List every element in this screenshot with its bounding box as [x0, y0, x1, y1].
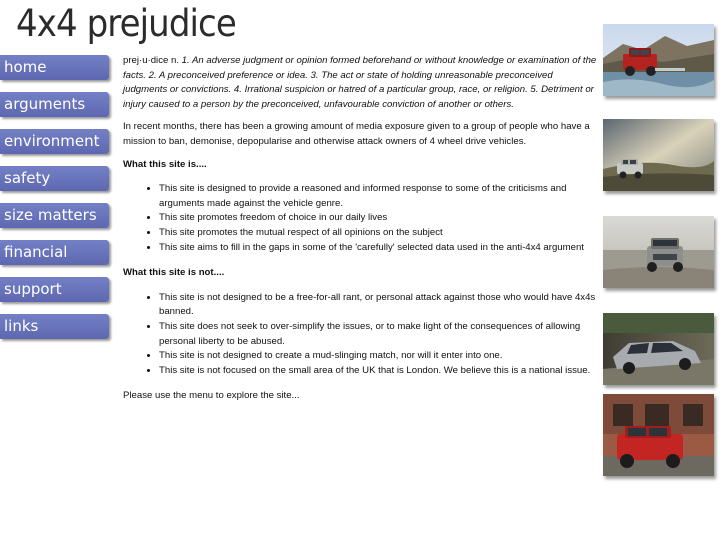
- definition-paragraph: [123, 54, 598, 112]
- list-item: • This site promotes freedom of choice in our daily lives: [159, 211, 598, 226]
- list-item: • This site is not focused on the small area of the UK that is London. We believe this is a national issue.: [159, 364, 598, 379]
- nav-arguments[interactable]: arguments: [0, 92, 109, 117]
- nav-size-matters[interactable]: size matters: [0, 203, 109, 228]
- intro-paragraph: In recent months, there has been a growing amount of media exposure given to a group of people who have a mission to ban, demonise, depopularise and otherwise attack owners of 4 wheel drive vehicles.: [123, 121, 590, 147]
- red-4x4-river-photo: [603, 24, 714, 96]
- nav-environment[interactable]: environment: [0, 129, 109, 154]
- not-list: [123, 291, 598, 379]
- list-item: • This site is not designed to create a mud-slinging match, nor will it enter into one.: [159, 349, 598, 364]
- nav-safety[interactable]: safety: [0, 166, 109, 191]
- main-nav: [0, 55, 112, 351]
- is-list: [123, 182, 598, 255]
- list-item: • This site aims to fill in the gaps in some of the 'carefully' selected data used in the anti-4x4 argument: [159, 241, 598, 256]
- nav-links[interactable]: links: [0, 314, 109, 339]
- is-heading: What this site is....: [123, 158, 207, 170]
- list-item: • This site promotes the mutual respect of all opinions on the subject: [159, 226, 598, 241]
- list-item: • This site is designed to provide a reasoned and informed response to some of the criticisms and arguments made against the vehicle genre.: [159, 182, 598, 211]
- closing-paragraph: Please use the menu to explore the site...: [123, 390, 300, 402]
- definition-text: 1. An adverse judgment or opinion formed beforehand or without knowledge or examination of the facts. 2. A preconceived preference or idea. 3. The act or state of holding unreasonable preconceived judgments or convictions. 4. Irrational suspicion or hatred of a particular group, race, or religion. 5. Detriment or injury caused to a person by the preconceived, unfavourable conviction of another or others.: [123, 55, 597, 110]
- silver-estate-road-photo: [603, 313, 714, 385]
- definition-word: prej·u·dice n.: [123, 55, 179, 66]
- nav-financial[interactable]: financial: [0, 240, 109, 265]
- red-4x4-house-photo: [603, 394, 714, 476]
- nav-home[interactable]: home: [0, 55, 109, 80]
- nav-support[interactable]: support: [0, 277, 109, 302]
- silver-4x4-hills-photo: [603, 119, 714, 191]
- list-item: • This site does not seek to over-simplify the issues, or to make light of the consequences of allowing personal liberty to be abused.: [159, 320, 598, 349]
- silver-4x4-beach-photo: [603, 216, 714, 288]
- list-item: • This site is not designed to be a free-for-all rant, or personal attack against those who would have 4x4s banned.: [159, 291, 598, 320]
- site-logo: 4x4 prejudice: [16, 2, 236, 45]
- main-content: [123, 54, 598, 412]
- not-heading: What this site is not....: [123, 267, 225, 279]
